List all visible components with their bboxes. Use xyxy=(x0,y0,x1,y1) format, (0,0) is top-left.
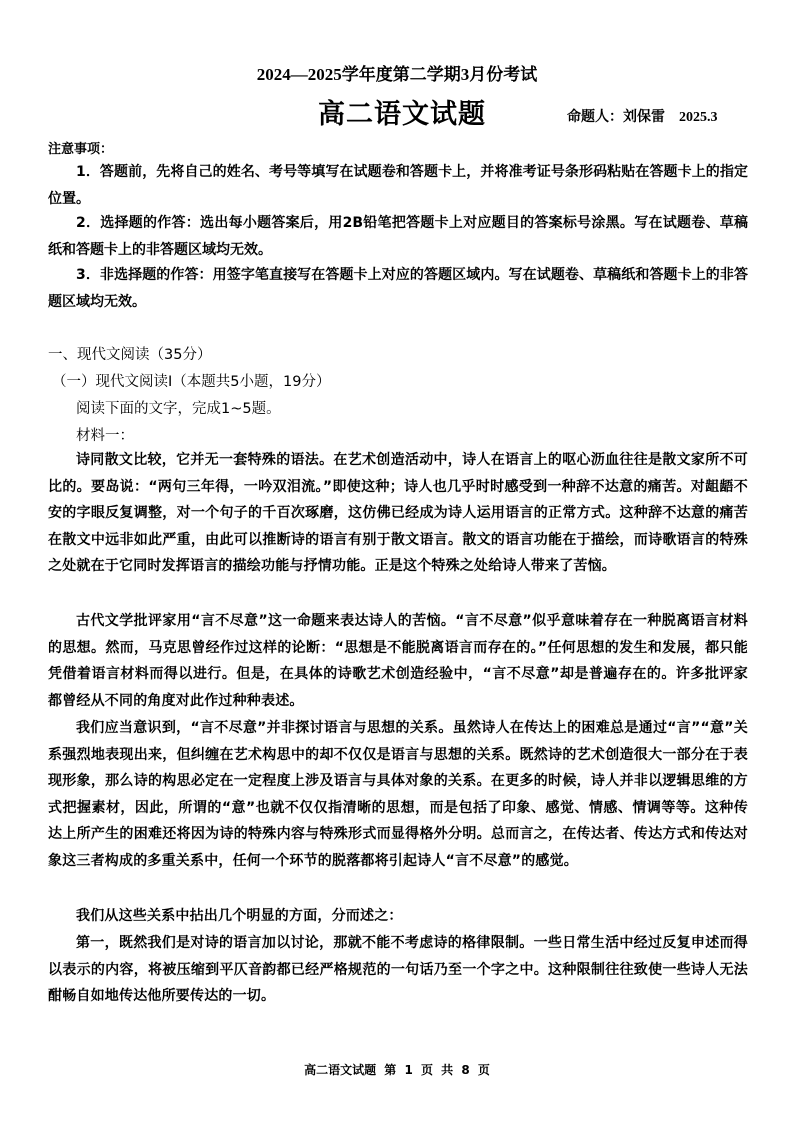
author-name: 命题人：刘保雷 xyxy=(567,109,665,125)
section-subtitle: （一）现代文阅读Ⅰ（本题共5小题，19分） xyxy=(52,374,331,390)
page-footer: 高二语文试题 第 1 页 共 8 页 xyxy=(304,1063,490,1077)
exam-title: 2024—2025学年度第二学期3月份考试 xyxy=(256,65,538,84)
material-label: 材料一： xyxy=(76,428,134,444)
exam-date: 2025.3 xyxy=(679,110,718,125)
section-instruction: 阅读下面的文字，完成1~5题。 xyxy=(76,401,281,417)
subject-title: 高二语文试题 xyxy=(318,99,486,130)
section-title: 一、现代文阅读（35分） xyxy=(48,347,212,363)
body-paragraph-3: 我们应当意识到，“言不尽意”并非探讨语言与思想的关系。虽然诗人在传达上的困难总是通过“言”“意”关系强烈地表现出来，但纠缠在艺术构思中的却不仅仅是语言与思想的关系。既然诗的艺术创造很大一部分在于表现形象，那么诗的构思必定在一定程度上涉及语言与具体对象的关系。在更多的时候，诗人并非以逻辑思维的方式把握素材，因此，所谓的“意”也就不仅仅指清晰的思想，而是包括了印象、感觉、情感、情调等等。这种传达上所产生的困难还将因为诗的特殊内容与特殊形式而显得格外分明。总而言之，在传达者、传达方式和传达对象这三者构成的多重关系中，任何一个环节的脱落都将引起诗人“言不尽意”的感觉。 xyxy=(48,720,748,869)
author-line xyxy=(567,106,718,126)
notice-item-1: 1．答题前，先将自己的姓名、考号等填写在试题卷和答题卡上，并将准考证号条形码粘贴在答题卡上的指定位置。 xyxy=(48,164,748,207)
notice-item-2: 2．选择题的作答：选出每小题答案后，用2B铅笔把答题卡上对应题目的答案标号涂黑。写在试题卷、草稿纸和答题卡上的非答题区域均无效。 xyxy=(48,215,748,258)
body-paragraph-5: 第一，既然我们是对诗的语言加以讨论，那就不能不考虑诗的格律限制。一些日常生活中经过反复申述而得以表示的内容，将被压缩到平仄音韵都已经严格规范的一句话乃至一个字之中。这种限制往往致使一些诗人无法酣畅自如地传达他所要传达的一切。 xyxy=(48,935,748,1005)
body-paragraph-2: 古代文学批评家用“言不尽意”这一命题来表达诗人的苦恼。“言不尽意”似乎意味着存在一种脱离语言材料的思想。然而，马克思曾经作过这样的论断：“思想是不能脱离语言而存在的。”任何思想的发生和发展，都只能凭借着语言材料而得以进行。但是，在具体的诗歌艺术创造经验中，“言不尽意”却是普遍存在的。许多批评家都曾经从不同的角度对此作过种种表述。 xyxy=(48,613,748,709)
body-paragraph-1: 诗同散文比较，它并无一套特殊的语法。在艺术创造活动中，诗人在语言上的呕心沥血往往是散文家所不可比的。要岛说：“两句三年得，一吟双泪流。”即使这种；诗人也几乎时时感受到一种辞不达意的痛苦。对龃龉不安的字眼反复调整，对一个句子的千百次琢磨，这仿佛已经成为诗人运用语言的正常方式。这种辞不达意的痛苦在散文中远非如此严重，由此可以推断诗的语言有别于散文语言。散文的语言功能在于描绘，而诗歌语言的特殊之处就在于它同时发挥语言的描绘功能与抒情功能。正是这个特殊之处给诗人带来了苦恼。 xyxy=(48,452,748,575)
notice-heading: 注意事项： xyxy=(48,142,114,157)
body-paragraph-4: 我们从这些关系中拈出几个明显的方面，分而述之： xyxy=(76,908,403,924)
notice-item-3: 3．非选择题的作答：用签字笔直接写在答题卡上对应的答题区域内。写在试题卷、草稿纸和答题卡上的非答题区域均无效。 xyxy=(48,267,748,310)
